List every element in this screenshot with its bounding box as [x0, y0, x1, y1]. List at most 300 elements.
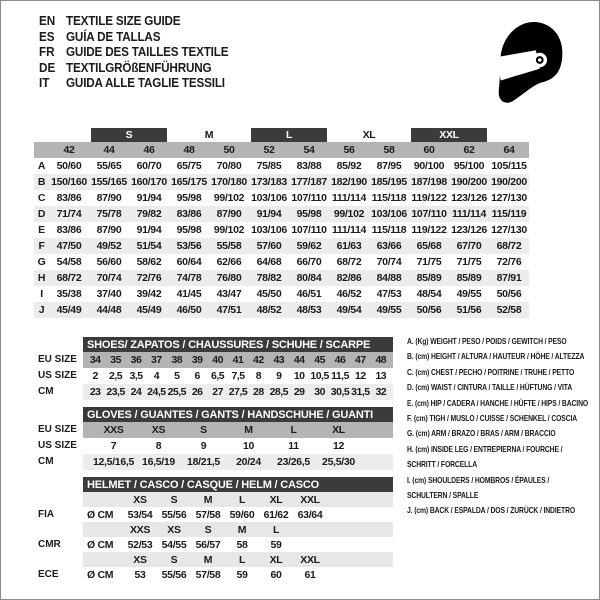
- measurement-cell: 60/64: [176, 256, 202, 268]
- measurement-cell: 99/102: [213, 224, 245, 236]
- size-number: 62: [463, 144, 475, 156]
- group-l: L: [251, 128, 327, 142]
- gloves-eu-cell: M: [244, 424, 253, 436]
- legend-line: I. (cm) SHOULDERS / HOMBROS / ÉPAULES /: [407, 474, 550, 485]
- measurement-cell: 62/66: [216, 256, 242, 268]
- helmet-size-cell: S: [170, 553, 178, 566]
- row-letter: G: [37, 256, 46, 268]
- shoes-cm-cell: 28,5: [269, 386, 288, 398]
- legend-line: F. (cm) TIGH / MUSLO / CUISSE / SCHENKEL / COSCIA: [407, 412, 578, 423]
- measurement-cell: 123/126: [451, 224, 487, 236]
- gloves-cm-cell: 12,5/16,5: [92, 456, 135, 468]
- helmet-value-cell: 55/56: [161, 508, 187, 521]
- measurement-cell: 70/80: [216, 160, 242, 172]
- label-cm: CM: [38, 386, 54, 397]
- shoes-eu-cell: 38: [171, 354, 183, 366]
- measurement-cell: 75/78: [96, 208, 122, 220]
- measurement-cell: 46/52: [336, 288, 362, 300]
- shoes-cm-cell: 27: [212, 386, 223, 398]
- measurement-cell: 51/54: [136, 240, 162, 252]
- gloves-eu-cell: XL: [332, 424, 345, 436]
- gloves-eu-cell: XS: [151, 424, 166, 436]
- shoes-us-cell: 6: [194, 370, 200, 382]
- legend-line: G. (cm) ARM / BRAZO / BRAS / ARM / BRACCIO: [407, 428, 556, 439]
- helmet-size-cell: S: [170, 493, 178, 506]
- size-number: 58: [383, 144, 395, 156]
- measurement-cell: 170/180: [211, 176, 247, 188]
- measurement-cell: 78/82: [256, 272, 282, 284]
- measurement-cell: 173/183: [251, 176, 287, 188]
- row-letter: I: [40, 288, 43, 300]
- gloves-cm-cell: 20/24: [236, 456, 261, 468]
- shoes-cm-cell: 26: [191, 386, 203, 398]
- measurement-cell: 57/60: [256, 240, 282, 252]
- gloves-cm-cell: 25,5/30: [322, 456, 355, 468]
- measurement-cell: 47/53: [376, 288, 402, 300]
- shoes-us-cell: 8: [255, 370, 262, 382]
- language-title: GUIDA ALLE TAGLIE TESSILI: [66, 75, 225, 91]
- measurement-cell: 187/198: [411, 176, 447, 188]
- shoes-title-bar: SHOES/ ZAPATOS / CHAUSSURES / SCHUHE / SCARPE: [83, 337, 393, 352]
- measurement-cell: 182/190: [331, 176, 367, 188]
- helmet-value-cell: 54/55: [161, 538, 187, 551]
- shoes-eu-cell: 39: [191, 354, 203, 366]
- measurement-cell: 177/187: [291, 176, 327, 188]
- helmet-value-cell: 61: [304, 568, 316, 581]
- group-m: M: [204, 129, 214, 141]
- shoes-cm-cell: 30: [314, 386, 325, 398]
- label-eu-size: EU SIZE: [38, 424, 77, 435]
- shoes-cm-cell: 23: [89, 386, 101, 398]
- helmet-size-cell: M: [203, 553, 213, 566]
- measurement-cell: 75/85: [256, 160, 282, 172]
- helmet-values-row: [83, 507, 393, 522]
- measurement-cell: 190/200: [451, 176, 487, 188]
- measurement-cell: 65/75: [176, 160, 202, 172]
- gloves-eu-cell: XXS: [103, 424, 124, 436]
- helmet-value-cell: 55/56: [161, 568, 187, 581]
- measurement-cell: 45/49: [136, 304, 162, 316]
- measurement-cell: 190/200: [491, 176, 527, 188]
- band-spacer: [34, 142, 49, 158]
- legend-line: C. (cm) CHEST / PECHO / POITRINE / TRUHE / PETTO: [407, 366, 575, 377]
- measurement-cell: 46/51: [296, 288, 322, 300]
- shoes-cm-cell: 23,5: [106, 386, 125, 398]
- gloves-cm-cell: 16,5/19: [142, 456, 175, 468]
- gloves-eu-row: [83, 422, 393, 438]
- shoes-eu-cell: 40: [212, 354, 223, 366]
- measurement-cell: 39/42: [136, 288, 162, 300]
- diameter-cm-label: Ø CM: [87, 508, 114, 521]
- measurement-cell: 48/54: [416, 288, 442, 300]
- legend-line: D. (cm) WAIST / CINTURA / TAILLE / HÜFTUNG / VITA: [407, 382, 573, 393]
- label-eu-size: EU SIZE: [38, 354, 77, 365]
- measurement-cell: 67/70: [456, 240, 482, 252]
- shoes-us-cell: 11,5: [331, 370, 349, 382]
- helmet-values-row: [83, 567, 393, 582]
- diameter-cm-label: Ø CM: [87, 568, 114, 581]
- measurement-cell: 103/106: [251, 224, 287, 236]
- helmet-icon: [491, 15, 569, 105]
- helmet-values-row: [83, 537, 393, 552]
- measurement-cell: 76/80: [216, 272, 242, 284]
- measurement-cell: 41/45: [176, 288, 202, 300]
- shoes-us-cell: 4: [153, 370, 160, 382]
- measurement-cell: 71/74: [56, 208, 82, 220]
- helmet-size-cell: XS: [133, 493, 147, 506]
- measurement-cell: 44/48: [96, 304, 122, 316]
- measurement-row: [34, 174, 529, 190]
- label-us-size: US SIZE: [38, 370, 77, 381]
- measurement-cell: 45/50: [256, 288, 282, 300]
- shoes-eu-cell: 47: [355, 354, 366, 366]
- measurement-cell: 87/95: [376, 160, 402, 172]
- language-code: DE: [39, 59, 56, 75]
- helmet-value-cell: 53: [134, 568, 146, 581]
- language-title: TEXTILGRÖßENFÜHRUNG: [66, 59, 212, 75]
- group-xxl: XXL: [411, 128, 487, 142]
- shoes-us-cell: 2,5: [109, 370, 123, 382]
- language-title: TEXTILE SIZE GUIDE: [66, 13, 181, 29]
- language-row: [39, 44, 228, 60]
- measurement-cell: 55/58: [216, 240, 242, 252]
- shoes-us-cell: 7,5: [231, 370, 245, 382]
- size-number-band: [34, 142, 529, 158]
- measurement-cell: 70/74: [96, 272, 122, 284]
- shoes-us-cell: 6,5: [211, 370, 225, 382]
- language-row: [39, 13, 228, 29]
- row-letter: H: [37, 272, 46, 284]
- language-row: [39, 60, 228, 76]
- measurement-cell: 185/195: [371, 176, 407, 188]
- shoes-us-cell: 3,5: [129, 370, 143, 382]
- cert-label: FIA: [38, 509, 55, 520]
- measurement-cell: 50/56: [496, 288, 522, 300]
- gloves-us-cell: 7: [110, 440, 117, 452]
- measurement-row: [34, 254, 529, 270]
- shoes-eu-cell: 43: [273, 354, 285, 366]
- group-spacer: [34, 128, 89, 142]
- measurement-cell: 48/53: [296, 304, 322, 316]
- shoes-eu-cell: 34: [89, 354, 101, 366]
- measurement-cell: 35/38: [56, 288, 82, 300]
- row-letter: B: [37, 176, 46, 188]
- shoes-eu-cell: 35: [110, 354, 121, 366]
- measurement-cell: 56/60: [96, 256, 122, 268]
- helmet-sections: [83, 492, 393, 582]
- language-code: ES: [39, 28, 55, 44]
- helmet-cert-labels: [38, 492, 61, 582]
- legend-line: J. (cm) BACK / ESPALDA / DOS / ZURÜCK / INDIETRO: [407, 505, 576, 516]
- measurement-legend: [407, 334, 597, 519]
- shoes-eu-cell: 44: [293, 354, 305, 366]
- measurement-cell: 85/92: [336, 160, 362, 172]
- shoes-cm-cell: 31,5: [351, 386, 370, 398]
- helmet-size-cell: M: [237, 523, 247, 536]
- measurement-cell: 50/60: [56, 160, 82, 172]
- measurement-cell: 107/110: [411, 208, 447, 220]
- shoes-eu-cell: 48: [375, 354, 387, 366]
- shoes-us-cell: 5: [174, 370, 180, 382]
- measurement-cell: 107/110: [291, 224, 327, 236]
- measurement-cell: 91/94: [136, 192, 162, 204]
- shoes-cm-cell: 27,5: [228, 386, 248, 398]
- measurement-cell: 55/65: [96, 160, 122, 172]
- measurement-cell: 111/114: [451, 208, 487, 220]
- legend-line: SCHULTERN / SPALLE: [407, 489, 479, 500]
- measurement-cell: 87/90: [96, 224, 122, 236]
- measurement-cell: 52/58: [496, 304, 522, 316]
- measurement-cell: 87/90: [96, 192, 122, 204]
- gloves-title-bar: GLOVES / GUANTES / GANTS / HANDSCHUHE / GUANTI: [83, 407, 393, 422]
- helmet-size-cell: L: [238, 493, 246, 506]
- size-number: 48: [183, 144, 195, 156]
- helmet-value-cell: 59/60: [229, 508, 255, 521]
- measurement-row: [34, 206, 529, 222]
- measurement-cell: 63/66: [376, 240, 402, 252]
- helmet-value-cell: 53/54: [127, 508, 153, 521]
- measurement-cell: 115/118: [371, 192, 407, 204]
- helmet-value-cell: 59: [270, 538, 282, 551]
- language-code: IT: [39, 75, 50, 91]
- legend-line: E. (cm) HIP / CADERA / HANCHE / HÜFTE / HIPS / BACINO: [407, 397, 589, 408]
- size-number: 56: [343, 144, 355, 156]
- helmet-size-cell: XS: [133, 553, 147, 566]
- gloves-cm-cell: 23/26,5: [277, 456, 310, 468]
- measurement-cell: 49/52: [96, 240, 122, 252]
- shoes-eu-cell: 46: [334, 354, 346, 366]
- measurement-cell: 71/75: [456, 256, 482, 268]
- measurement-cell: 64/68: [256, 256, 282, 268]
- measurement-cell: 111/114: [331, 192, 367, 204]
- cert-label: CMR: [38, 539, 61, 550]
- row-letter: F: [38, 240, 45, 252]
- measurement-cell: 85/89: [456, 272, 482, 284]
- measurement-cell: 47/50: [56, 240, 82, 252]
- size-number: 50: [223, 144, 235, 156]
- diameter-cm-label: Ø CM: [87, 538, 114, 551]
- helmet-value-cell: 60: [270, 568, 282, 581]
- measurement-cell: 71/75: [416, 256, 442, 268]
- helmet-size-cell: XXL: [300, 553, 320, 566]
- size-number: 60: [423, 144, 435, 156]
- language-code: FR: [39, 44, 55, 60]
- measurement-cell: 127/130: [491, 224, 527, 236]
- helmet-size-cell: L: [238, 553, 246, 566]
- language-title: GUIDE DES TAILLES TEXTILE: [66, 44, 229, 60]
- shoes-eu-cell: 36: [130, 354, 142, 366]
- shoes-eu-cell: 42: [253, 354, 264, 366]
- helmet-size-cell: M: [203, 493, 213, 506]
- measurement-cell: 99/102: [333, 208, 365, 220]
- language-title: GUÍA DE TALLAS: [66, 28, 161, 44]
- measurement-cell: 95/98: [296, 208, 322, 220]
- size-number: 54: [303, 144, 315, 156]
- measurement-cell: 83/86: [176, 208, 202, 220]
- helmet-value-cell: 58: [236, 538, 248, 551]
- measurement-cell: 91/94: [256, 208, 282, 220]
- label-us-size: US SIZE: [38, 440, 77, 451]
- measurement-row: [34, 302, 529, 318]
- measurement-cell: 48/52: [256, 304, 282, 316]
- helmet-value-cell: 57/58: [195, 568, 221, 581]
- shoes-us-cell: 10: [293, 370, 305, 382]
- measurement-cell: 61/63: [336, 240, 362, 252]
- measurement-cell: 83/86: [56, 224, 82, 236]
- gloves-us-cell: 10: [242, 440, 255, 452]
- shoes-eu-row: [83, 352, 393, 368]
- shoes-us-cell: 2: [92, 370, 98, 382]
- helmet-sizes-row: [83, 552, 393, 567]
- measurement-cell: 83/86: [56, 192, 82, 204]
- measurement-cell: 68/72: [56, 272, 82, 284]
- helmet-value-cell: 63/64: [297, 508, 323, 521]
- cert-label: ECE: [38, 569, 59, 580]
- helmet-sizes-row: [83, 522, 393, 537]
- measurement-cell: 37/40: [96, 288, 122, 300]
- textile-size-table: [34, 128, 529, 318]
- measurement-cell: 115/118: [371, 224, 407, 236]
- measurement-cell: 115/119: [491, 208, 527, 220]
- measurement-cell: 50/56: [416, 304, 442, 316]
- helmet-value-cell: 61/62: [263, 508, 289, 521]
- gloves-row-labels: [38, 422, 77, 470]
- measurement-cell: 72/76: [496, 256, 522, 268]
- legend-line: SCHRITT / FORCELLA: [407, 459, 477, 470]
- measurement-row: [34, 286, 529, 302]
- helmet-value-cell: 56/57: [195, 538, 221, 551]
- gloves-us-cell: 8: [155, 440, 162, 452]
- measurement-cell: 66/70: [296, 256, 322, 268]
- measurement-cell: 85/89: [416, 272, 442, 284]
- measurement-cell: 84/88: [376, 272, 402, 284]
- language-row: [39, 29, 228, 45]
- gloves-cm-cell: 18/21,5: [187, 456, 220, 468]
- measurement-cell: 87/91: [496, 272, 522, 284]
- helmet-size-cell: XS: [167, 523, 181, 536]
- measurement-cell: 72/76: [136, 272, 162, 284]
- measurement-cell: 82/86: [336, 272, 362, 284]
- gloves-us-cell: 9: [200, 440, 207, 452]
- measurement-cell: 58/62: [136, 256, 162, 268]
- measurement-cell: 165/175: [171, 176, 207, 188]
- measurement-cell: 47/51: [216, 304, 242, 316]
- gloves-us-cell: 11: [288, 440, 299, 452]
- shoes-cm-cell: 24,5: [147, 386, 166, 398]
- shoes-cm-row: [83, 384, 393, 400]
- measurement-cell: 49/55: [376, 304, 402, 316]
- measurement-cell: 95/98: [176, 192, 202, 204]
- measurement-cell: 74/78: [176, 272, 202, 284]
- label-cm: CM: [38, 456, 54, 467]
- helmet-title-bar: HELMET / CASCO / CASQUE / HELM / CASCO: [83, 477, 393, 492]
- shoes-eu-cell: 41: [232, 354, 244, 366]
- shoes-cm-cell: 28: [253, 386, 264, 398]
- measurement-cell: 68/72: [336, 256, 362, 268]
- shoes-us-cell: 13: [375, 370, 387, 382]
- shoes-cm-cell: 32: [375, 386, 387, 398]
- measurement-cell: 160/170: [131, 176, 167, 188]
- helmet-value-cell: 57/58: [195, 508, 221, 521]
- measurement-cell: 80/84: [296, 272, 322, 284]
- measurement-cell: 68/72: [496, 240, 522, 252]
- measurement-cell: 53/56: [176, 240, 202, 252]
- helmet-size-cell: XXL: [300, 493, 320, 506]
- measurement-row: [34, 238, 529, 254]
- helmet-sizes-row: [83, 492, 393, 507]
- measurement-cell: 119/122: [411, 224, 447, 236]
- helmet-size-cell: L: [272, 523, 280, 536]
- measurement-cell: 43/47: [216, 288, 242, 300]
- size-group-header: [34, 128, 529, 142]
- measurement-cell: 83/88: [296, 160, 322, 172]
- measurement-cell: 123/126: [451, 192, 487, 204]
- row-letter: D: [37, 208, 46, 220]
- measurement-cell: 111/114: [331, 224, 367, 236]
- measurement-cell: 54/58: [56, 256, 82, 268]
- measurement-cell: 70/74: [376, 256, 402, 268]
- measurement-cell: 107/110: [291, 192, 327, 204]
- helmet-size-cell: XL: [269, 493, 283, 506]
- measurement-cell: 103/106: [251, 192, 287, 204]
- shoes-cm-cell: 25,5: [167, 386, 186, 398]
- measurement-rows: [34, 158, 529, 318]
- measurement-row: [34, 222, 529, 238]
- measurement-cell: 49/54: [336, 304, 362, 316]
- measurement-cell: 49/55: [456, 288, 482, 300]
- row-letter: C: [37, 192, 46, 204]
- helmet-value-cell: 52/53: [127, 538, 153, 551]
- group-s: S: [91, 128, 167, 142]
- gloves-us-cell: 12: [332, 440, 345, 452]
- size-number: 64: [503, 144, 515, 156]
- shoes-eu-cell: 37: [151, 354, 162, 366]
- size-number: 52: [263, 144, 275, 156]
- helmet-size-cell: XL: [269, 553, 283, 566]
- helmet-table: [83, 477, 393, 582]
- row-letter: A: [37, 160, 46, 172]
- language-code: EN: [39, 13, 56, 29]
- measurement-cell: 45/49: [56, 304, 82, 316]
- size-number: 42: [63, 144, 75, 156]
- measurement-cell: 150/160: [51, 176, 87, 188]
- shoes-table: [83, 337, 393, 400]
- measurement-cell: 95/100: [453, 160, 485, 172]
- measurement-cell: 127/130: [491, 192, 527, 204]
- measurement-cell: 90/100: [413, 160, 445, 172]
- shoes-row-labels: [38, 352, 77, 400]
- shoes-cm-cell: 29: [293, 386, 305, 398]
- gloves-us-row: [83, 438, 393, 454]
- legend-line: B. (cm) HEIGHT / ALTURA / HAUTEUR / HÖHE / ALTEZZA: [407, 351, 585, 362]
- measurement-cell: 79/82: [136, 208, 162, 220]
- shoes-eu-cell: 45: [314, 354, 325, 366]
- legend-line: A. (Kg) WEIGHT / PESO / POIDS / GEWITCH / PESO: [407, 336, 567, 346]
- measurement-cell: 155/165: [91, 176, 127, 188]
- measurement-cell: 91/94: [136, 224, 162, 236]
- measurement-cell: 95/98: [176, 224, 202, 236]
- gloves-cm-row: [83, 454, 393, 470]
- shoes-us-row: [83, 368, 393, 384]
- measurement-cell: 65/68: [416, 240, 442, 252]
- size-number: 44: [103, 144, 115, 156]
- measurement-row: [34, 158, 529, 174]
- row-letter: E: [38, 224, 45, 236]
- size-number: 46: [143, 144, 155, 156]
- measurement-cell: 99/102: [213, 192, 245, 204]
- measurement-cell: 46/50: [176, 304, 202, 316]
- helmet-size-cell: S: [204, 523, 212, 536]
